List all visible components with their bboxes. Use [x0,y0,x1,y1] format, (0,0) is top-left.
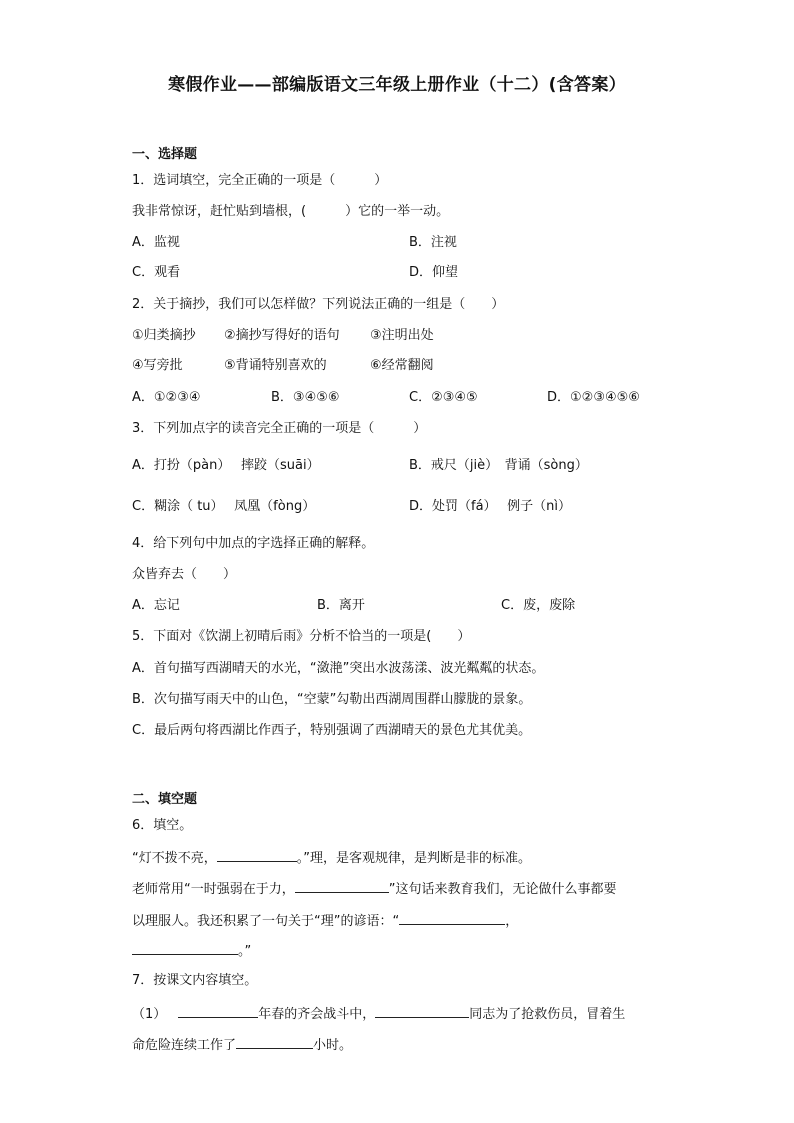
question-2-item-6: ⑥经常翻阅 [370,358,434,373]
question-3-option-d: D．处罚（fá） 例子（nì） [409,499,572,514]
question-1-option-a: A．监视 [132,235,180,250]
question-7-line-1 [132,1004,625,1024]
question-3-option-a: A．打扮（pàn） 摔跤（suāi） [132,458,320,473]
answer-blank[interactable] [178,1004,258,1018]
question-6-stem: 6．填空。 [132,818,193,833]
question-6-line-1-text-a: “灯不拨不亮， [132,851,217,866]
section-heading-fill: 二、填空题 [132,792,198,807]
answer-blank[interactable] [375,1004,469,1018]
question-6-line-4 [132,941,251,961]
question-2-item-3: ③注明出处 [370,328,434,343]
question-5-option-b: B．次句描写雨天中的山色，“空蒙”勾勒出西湖周围群山朦胧的景象。 [132,692,532,707]
question-3-option-c: C．糊涂（ tu） 凤凰（fòng） [132,499,316,514]
question-2-item-1: ①归类摘抄 [132,328,196,343]
answer-blank[interactable] [236,1035,313,1049]
question-6-line-2-text-a: 老师常用“一时强弱在于力， [132,882,295,897]
question-5-stem: 5．下面对《饮湖上初晴后雨》分析不恰当的一项是( ） [132,629,471,644]
question-2-option-c: C．②③④⑤ [409,390,478,405]
question-7-line-1-text-a: （1） [132,1007,167,1022]
question-2-stem: 2．关于摘抄，我们可以怎样做？下列说法正确的一组是（ ） [132,297,505,312]
question-4-option-b: B．离开 [317,598,365,613]
question-3-option-b: B．戒尺（jiè） 背诵（sòng） [409,458,588,473]
question-7-line-1-text-b: 年春的齐会战斗中， [258,1007,376,1022]
question-1-sentence: 我非常惊讶，赶忙贴到墙根，( ）它的一举一动。 [132,204,450,219]
question-7-stem: 7．按课文内容填空。 [132,973,258,988]
answer-blank[interactable] [217,848,297,862]
question-6-line-4-text-b: 。” [238,944,252,959]
question-4-stem: 4．给下列句中加点的字选择正确的解释。 [132,536,375,551]
question-5-option-c: C．最后两句将西湖比作西子，特别强调了西湖晴天的景色尤其优美。 [132,723,532,738]
question-2-item-2: ②摘抄写得好的语句 [224,328,340,343]
question-6-line-1-text-b: 。”理，是客观规律，是判断是非的标准。 [296,851,531,866]
question-7-line-2-text-a: 命危险连续工作了 [132,1038,237,1053]
question-6-line-3 [132,911,518,931]
answer-blank[interactable] [399,911,505,925]
answer-blank[interactable] [295,879,389,893]
page-title: 寒假作业——部编版语文三年级上册作业（十二）(含答案） [168,75,626,95]
question-6-line-3-text-a: 以理服人。我还积累了一句关于“理”的谚语：“ [132,914,400,929]
question-6-line-1 [132,848,531,868]
question-5-option-a: A．首句描写西湖晴天的水光，“潋滟”突出水波荡漾、波光粼粼的状态。 [132,661,545,676]
question-1-option-d: D．仰望 [409,265,459,280]
question-1-option-b: B．注视 [409,235,457,250]
question-7-line-1-text-c: 同志为了抢救伤员，冒着生 [469,1007,626,1022]
question-7-line-2-text-b: 小时。 [313,1038,353,1053]
question-2-option-a: A．①②③④ [132,390,201,405]
answer-blank[interactable] [132,941,238,955]
question-6-line-3-text-b: ， [505,914,519,929]
question-4-sentence: 众皆弃去（ ） [132,567,237,582]
question-2-item-5: ⑤背诵特别喜欢的 [224,358,327,373]
section-heading-choice: 一、选择题 [132,147,198,162]
question-1-stem: 1．选词填空，完全正确的一项是（ ） [132,173,388,188]
question-4-option-a: A．忘记 [132,598,180,613]
question-2-option-b: B．③④⑤⑥ [271,390,340,405]
question-1-option-c: C．观看 [132,265,181,280]
question-3-stem: 3．下列加点字的读音完全正确的一项是（ ） [132,421,427,436]
question-6-line-2-text-b: ”这句话来教育我们，无论做什么事都要 [388,882,617,897]
question-2-option-d: D．①②③④⑤⑥ [547,390,640,405]
question-6-line-2 [132,879,617,899]
question-7-line-2 [132,1035,352,1055]
question-4-option-c: C．废，废除 [501,598,576,613]
question-2-item-4: ④写旁批 [132,358,183,373]
